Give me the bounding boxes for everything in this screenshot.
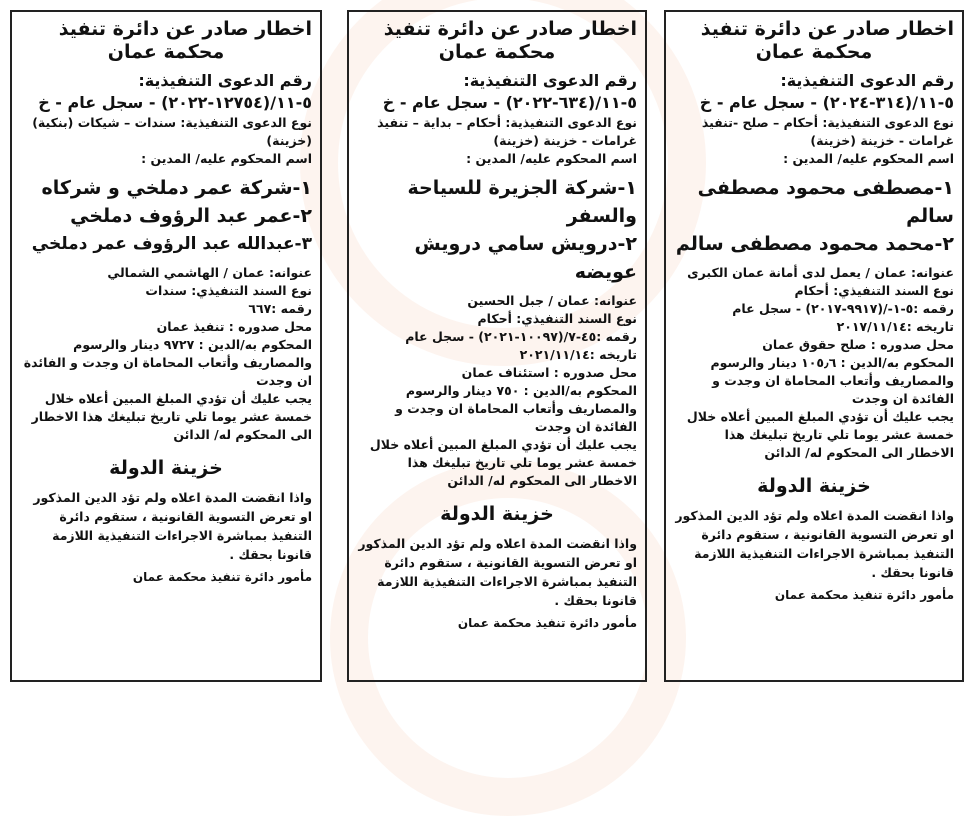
detail-address: عنوانه: عمان / يعمل لدى أمانة عمان الكبرى [687, 265, 954, 280]
court-name: محكمة عمان [438, 41, 556, 63]
detail-instrument-type: نوع السند التنفيذي: أحكام [477, 311, 637, 326]
detail-judgment-amount: المحكوم به/الدين : ٩٧٢٧ دينار والرسوم والمصاريف وأتعاب المحاماة ان وجدت و الفائدة ان وجدت [23, 337, 312, 388]
detail-issuer: محل صدوره : تنفيذ عمان [156, 319, 312, 334]
detail-judgment-amount: المحكوم به/الدين : ٧٥٠ دينار والرسوم والمصاريف وأتعاب المحاماة ان وجدت و الفائدة ان وجدت [395, 383, 637, 434]
detail-instrument-number: رقمه :٤٥-٧/(١٠٠٩٧-٢٠٢١) - سجل عام [405, 329, 637, 344]
debtor-name-2: ٢-محمد محمود مصطفى سالم [675, 233, 954, 255]
case-type: نوع الدعوى التنفيذية: أحكام – صلح -تنفيذ غرامات - خزينة (خزينة) [701, 115, 954, 148]
detail-judgment-amount: المحكوم به/الدين : ١٠٥٫٦ دينار والرسوم والمصاريف وأتعاب المحاماة ان وجدت و الفائدة ان وجدت [710, 355, 954, 406]
court-name: محكمة عمان [107, 41, 225, 63]
debtor-label: اسم المحكوم عليه/ المدين : [141, 151, 312, 166]
notice-title: اخطار صادر عن دائرة تنفيذ [58, 18, 312, 40]
debtor-name-1: ١-شركة عمر دملخي و شركاه [41, 177, 312, 199]
case-type: نوع الدعوى التنفيذية: أحكام – بداية – تنفيذ غرامات - خزينة (خزينة) [377, 115, 637, 148]
debtor-name-1: ١-مصطفى محمود مصطفى سالم [697, 177, 954, 227]
notice-card-3 [10, 10, 322, 682]
detail-date: تاريخه :٢٠٢١/١١/١٤ [519, 347, 637, 362]
creditor-name: خزينة الدولة [440, 503, 554, 525]
court-name: محكمة عمان [755, 41, 873, 63]
detail-instrument-type: نوع السند التنفيذي: أحكام [794, 283, 954, 298]
debtor-name-3: ٣-عبدالله عبد الرؤوف عمر دملخي [31, 234, 312, 254]
detail-payment-instruction: يجب عليك أن تؤدي المبلغ المبين أعلاه خلال خمسة عشر يوما تلي تاريخ تبليغك هذا الاخطار الى المحكوم له/ الدائن [31, 391, 312, 442]
case-number: رقم الدعوى التنفيذية: ٥-١١/(٣١٤-٢٠٢٤) - سجل عام - خ [699, 71, 954, 112]
signature-line: مأمور دائرة تنفيذ محكمة عمان [457, 616, 637, 630]
final-warning: واذا انقضت المدة اعلاه ولم تؤد الدين المذكور او تعرض التسوية القانونية ، ستقوم دائرة التنفيذ بمباشرة الاجراءات التنفيذية اللازمة قانونا بحقك . [358, 536, 637, 608]
debtor-label: اسم المحكوم عليه/ المدين : [466, 151, 637, 166]
signature-line: مأمور دائرة تنفيذ محكمة عمان [774, 588, 954, 602]
debtor-label: اسم المحكوم عليه/ المدين : [783, 151, 954, 166]
debtor-name-1: ١-شركة الجزيرة للسياحة والسفر [407, 177, 637, 227]
creditor-name: خزينة الدولة [757, 475, 871, 497]
notice-card-1 [664, 10, 964, 682]
notice-title: اخطار صادر عن دائرة تنفيذ [700, 18, 954, 40]
case-type: نوع الدعوى التنفيذية: سندات – شيكات (بنكية) (خزينة) [32, 115, 312, 148]
detail-payment-instruction: يجب عليك أن تؤدي المبلغ المبين أعلاه خلال خمسة عشر يوما تلي تاريخ تبليغك هذا الاخطار الى المحكوم له/ الدائن [369, 437, 637, 488]
creditor-name: خزينة الدولة [109, 457, 223, 479]
detail-payment-instruction: يجب عليك أن تؤدي المبلغ المبين أعلاه خلال خمسة عشر يوما تلي تاريخ تبليغك هذا الاخطار الى المحكوم له/ الدائن [686, 409, 954, 460]
case-number: رقم الدعوى التنفيذية: ٥-١١/(١٢٧٥٤-٢٠٢٢) - سجل عام - خ [38, 71, 312, 112]
detail-instrument-number: رقمه :٥-١-/(٩٩١٧-٢٠١٧) - سجل عام [732, 301, 954, 316]
detail-address: عنوانه: عمان / جبل الحسين [467, 293, 637, 308]
notice-title: اخطار صادر عن دائرة تنفيذ [383, 18, 637, 40]
final-warning: واذا انقضت المدة اعلاه ولم تؤد الدين المذكور او تعرض التسوية القانونية ، ستقوم دائرة التنفيذ بمباشرة الاجراءات التنفيذية اللازمة قانونا بحقك . [33, 490, 312, 562]
notice-card-2 [347, 10, 647, 682]
signature-line: مأمور دائرة تنفيذ محكمة عمان [132, 570, 312, 584]
detail-issuer: محل صدوره : استئناف عمان [461, 365, 637, 380]
debtor-name-2: ٢-عمر عبد الرؤوف دملخي [70, 205, 312, 227]
detail-issuer: محل صدوره : صلح حقوق عمان [762, 337, 954, 352]
detail-instrument-type: نوع السند التنفيذي: سندات [145, 283, 312, 298]
detail-date: تاريخه :٢٠١٧/١١/١٤ [836, 319, 954, 334]
detail-address: عنوانه: عمان / الهاشمي الشمالي [107, 265, 312, 280]
case-number: رقم الدعوى التنفيذية: ٥-١١/(٦٣٤-٢٠٢٢) - سجل عام - خ [382, 71, 637, 112]
detail-instrument-number: رقمه :٦٦٧ [248, 301, 312, 316]
final-warning: واذا انقضت المدة اعلاه ولم تؤد الدين المذكور او تعرض التسوية القانونية ، ستقوم دائرة التنفيذ بمباشرة الاجراءات التنفيذية اللازمة قانونا بحقك . [675, 508, 954, 580]
debtor-name-2: ٢-درويش سامي درويش عويضه [414, 233, 637, 283]
